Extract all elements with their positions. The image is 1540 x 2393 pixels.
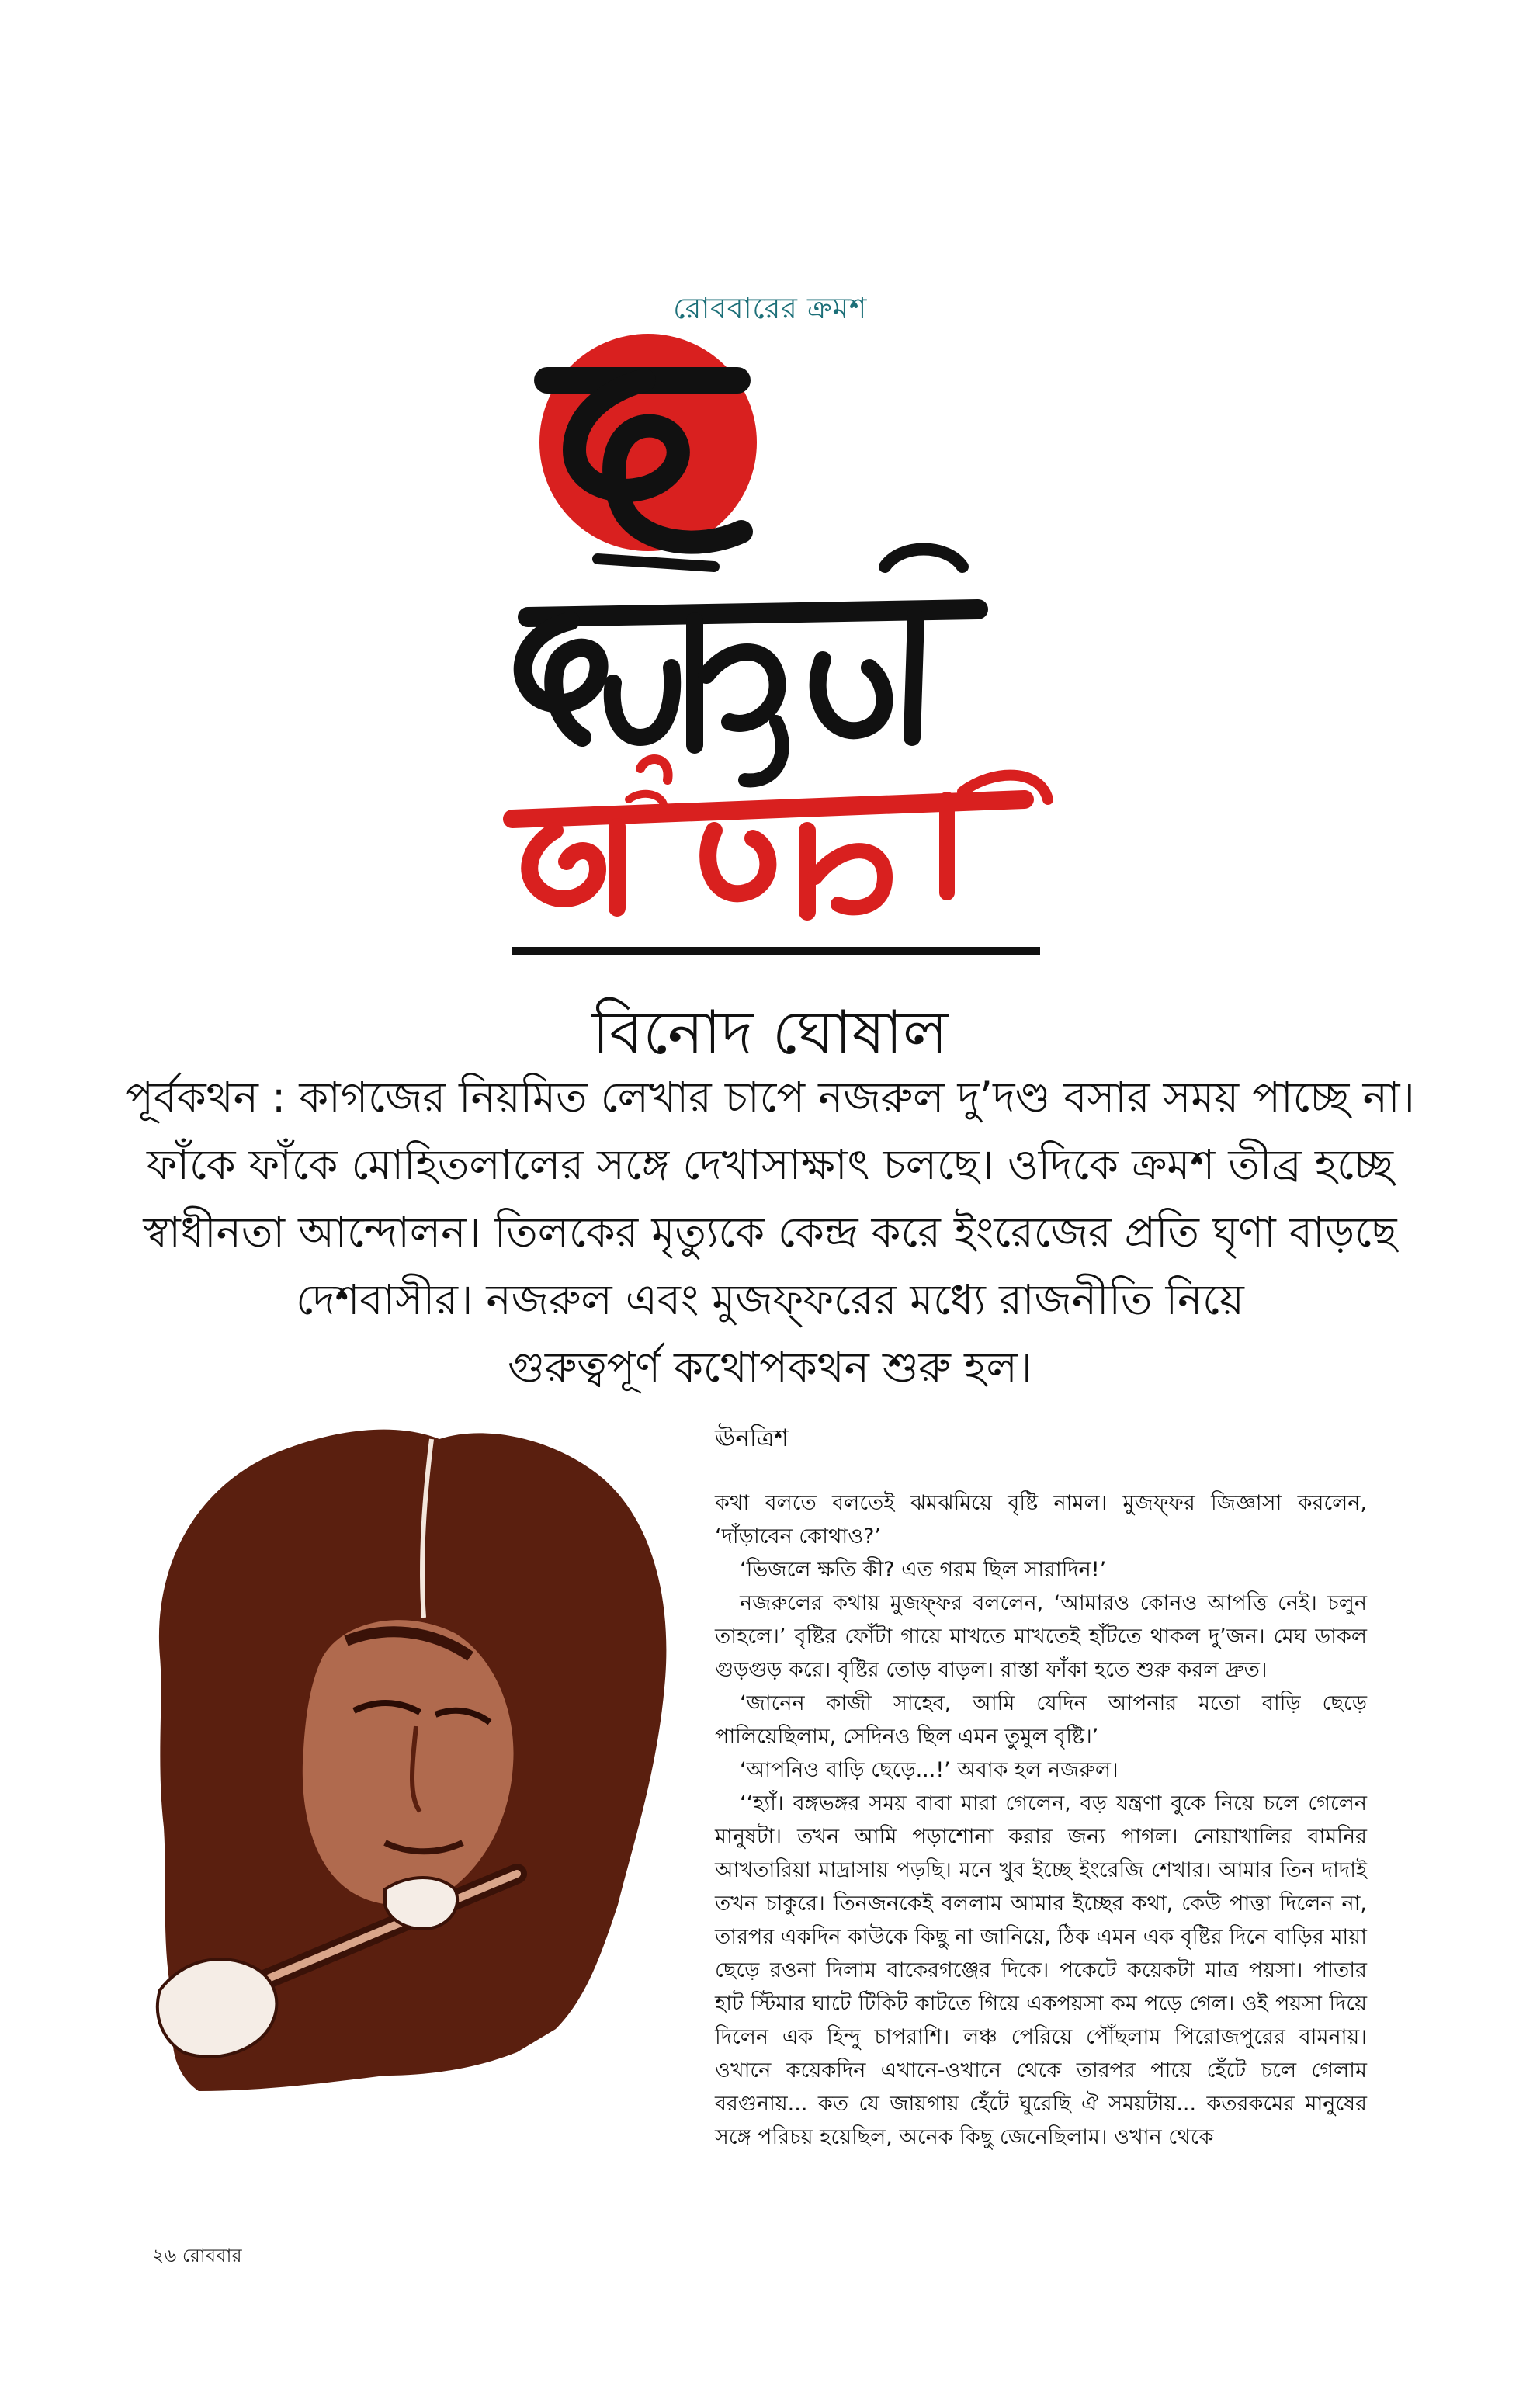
series-logo <box>481 334 1056 955</box>
portrait-illustration <box>152 1408 672 2114</box>
article-paragraph: ‘জানেন কাজী সাহেব, আমি যেদিন আপনার মতো বাড়ি ছেড়ে পালিয়েছিলাম, সেদিনও ছিল এমন তুমুল বৃষ্টি।’ <box>715 1691 1367 1749</box>
intro-line: স্বাধীনতা আন্দোলন। তিলকের মৃত্যুকে কেন্দ্র করে ইংরেজের প্রতি ঘৃণা বাড়ছে <box>143 1208 1397 1257</box>
page-folio: ২৬ রোববার <box>152 2245 242 2266</box>
logo-underline <box>512 947 1040 955</box>
article-paragraph: নজরুলের কথায় মুজফ্‌ফর বললেন, ‘আমারও কোনও আপত্তি নেই। চলুন তাহলে।’ বৃষ্টির ফোঁটা গায়ে মাখতে মাখতেই হাঁটতে থাকল দু’জন। মেঘ ডাকল গুড়গুড় করে। বৃষ্টির তোড় বাড়ল। রাস্তা ফাঁকা হতে শুরু করল দ্রুত। <box>715 1591 1367 1682</box>
chapter-heading: ঊনত্রিশ <box>715 1424 789 1452</box>
article-paragraph: কথা বলতে বলতেই ঝমঝমিয়ে বৃষ্টি নামল। মুজফ্‌ফর জিজ্ঞাসা করলেন, ‘দাঁড়াবেন কোথাও?’ <box>715 1491 1367 1549</box>
intro-line: ফাঁকে ফাঁকে মোহিতলালের সঙ্গে দেখাসাক্ষাৎ চলছে। ওদিকে ক্রমশ তীব্র হচ্ছে <box>146 1140 1394 1189</box>
article-paragraph: ‘ভিজলে ক্ষতি কী? এত গরম ছিল সারাদিন!’ <box>740 1558 1107 1582</box>
article-body <box>715 1422 1367 2154</box>
intro-line: পূর্বকথন : কাগজের নিয়মিত লেখার চাপে নজরুল দু’দণ্ড বসার সময় পাচ্ছে না। <box>125 1073 1415 1122</box>
article-paragraph: ‘‘হ্যাঁ। বঙ্গভঙ্গর সময় বাবা মারা গেলেন, বড় যন্ত্রণা বুকে নিয়ে চলে গেলেন মানুষটা। তখন আমি পড়াশোনা করার জন্য পাগল। নোয়াখালির বামনির আখতারিয়া মাদ্রাসায় পড়ছি। মনে খুব ইচ্ছে ইংরেজি শেখার। আমার তিন দাদাই তখন চাকুরে। তিনজনকেই বললাম আমার ইচ্ছের কথা, কেউ পাত্তা দিলেন না, তারপর একদিন কাউকে কিছু না জানিয়ে, ঠিক এমন এক বৃষ্টির দিনে বাড়ির মায়া ছেড়ে রওনা দিলাম বাকেরগঞ্জের দিকে। পকেটে কয়েকটা মাত্র পয়সা। পাতার হাট স্টিমার ঘাটে টিকিট কাটতে গিয়ে একপয়সা কম পড়ে গেল। ওই পয়সা দিয়ে দিলেন এক হিন্দু চাপরাশি। লঞ্চ পেরিয়ে পৌঁছলাম পিরোজপুরের বামনায়। ওখানে কয়েকদিন এখানে-ওখানে থেকে তারপর পায়ে হেঁটে চলে গেলাম বরগুনায়... কত যে জায়গায় হেঁটে ঘুরেছি ঐ সময়টায়... কতরকমের মানুষের সঙ্গে পরিচয় হয়েছিল, অনেক কিছু জেনেছিলাম। ওখান থেকে <box>715 1791 1367 2149</box>
logo-word-bajay <box>523 550 978 781</box>
author-byline: বিনোদ ঘোষাল <box>591 998 949 1068</box>
recap-intro <box>116 1063 1424 1401</box>
article-paragraph: ‘আপনিও বাড়ি ছেড়ে...!’ অবাক হল নজরুল। <box>740 1758 1119 1782</box>
section-kicker: রোববারের ক্রমশ <box>673 291 867 325</box>
logo-word-banshi <box>512 759 1048 912</box>
intro-line: দেশবাসীর। নজরুল এবং মুজফ্‌ফরের মধ্যে রাজনীতি নিয়ে <box>296 1275 1244 1324</box>
intro-line: গুরুত্বপূর্ণ কথোপকথন শুরু হল। <box>507 1343 1033 1392</box>
